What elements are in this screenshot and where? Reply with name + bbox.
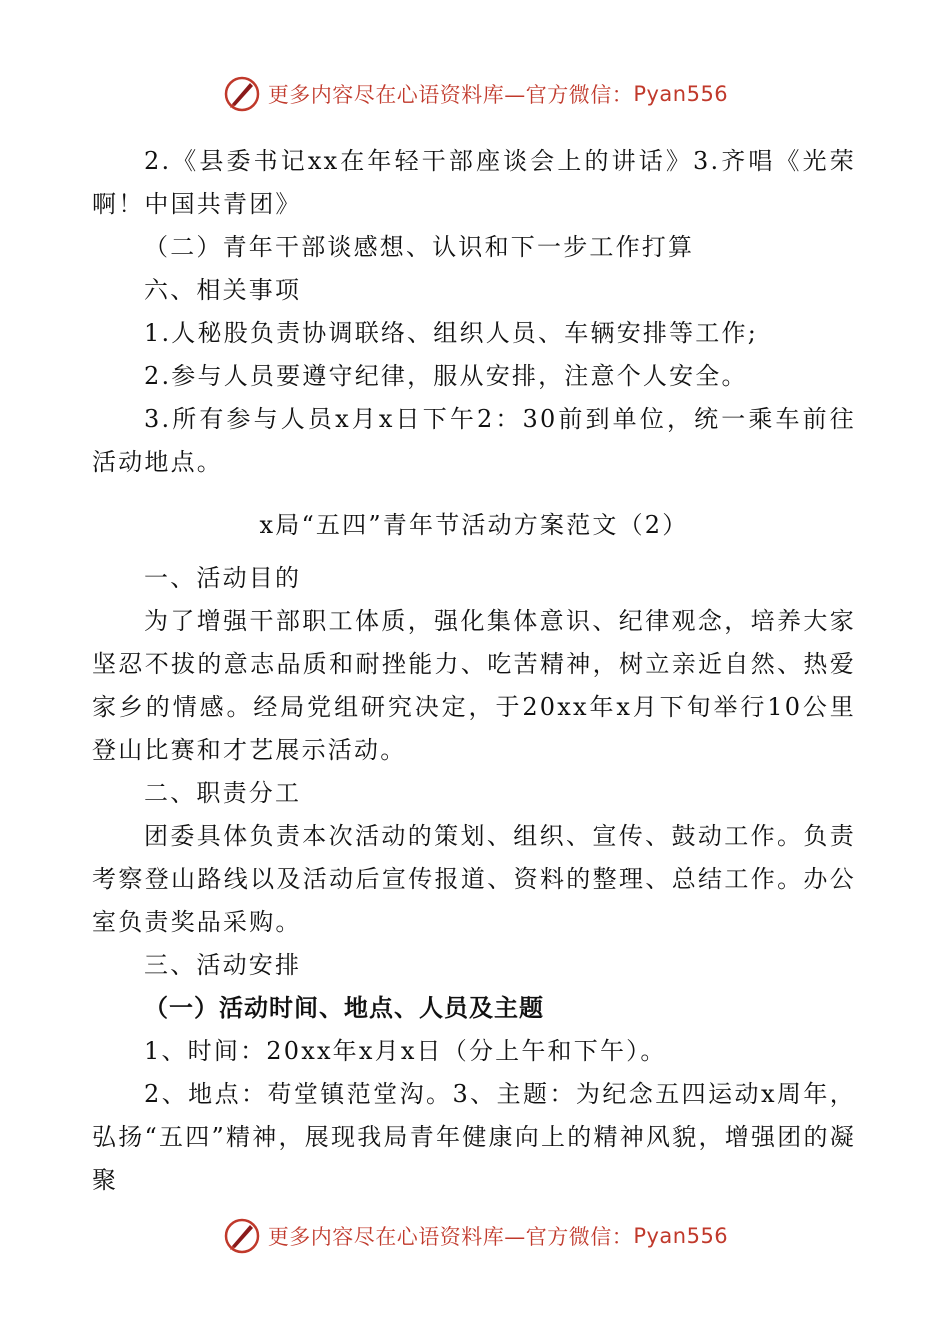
- paragraph: 为了增强干部职工体质，强化集体意识、纪律观念，培养大家坚忍不拔的意志品质和耐挫能力、吃苦精神，树立亲近自然、热爱家乡的情感。经局党组研究决定，于20xx年x月下旬举行10公里登山比赛和才艺展示活动。: [92, 607, 856, 764]
- pen-logo-icon: [222, 1216, 262, 1256]
- paragraph: 2.参与人员要遵守纪律，服从安排，注意个人安全。: [144, 362, 748, 390]
- paragraph: （二）青年干部谈感想、认识和下一步工作打算: [144, 233, 695, 261]
- paragraph: 2、地点：苟堂镇范堂沟。3、主题：为纪念五四运动x周年，弘扬“五四”精神，展现我局青年健康向上的精神风貌，增强团的凝聚: [92, 1080, 856, 1194]
- footer-banner: [0, 1212, 950, 1260]
- paragraph: 六、相关事项: [144, 276, 302, 304]
- header-banner: [0, 70, 950, 118]
- heading: 二、职责分工: [144, 779, 302, 807]
- banner-wechat-id: Pyan556: [633, 1224, 729, 1248]
- banner-wechat-id: Pyan556: [633, 82, 729, 106]
- paragraph: 团委具体负责本次活动的策划、组织、宣传、鼓动工作。负责考察登山路线以及活动后宣传报道、资料的整理、总结工作。办公室负责奖品采购。: [92, 822, 856, 936]
- pen-logo-icon: [222, 74, 262, 114]
- subheading: （一）活动时间、地点、人员及主题: [144, 994, 544, 1022]
- section-title: x局“五四”青年节活动方案范文（2）: [259, 511, 689, 539]
- heading: 一、活动目的: [144, 564, 302, 592]
- paragraph: 1、时间：20xx年x月x日（分上午和下午）。: [144, 1037, 667, 1065]
- paragraph: 2.《县委书记xx在年轻干部座谈会上的讲话》3.齐唱《光荣啊！中国共青团》: [92, 147, 856, 218]
- heading: 三、活动安排: [144, 951, 302, 979]
- paragraph: 1.人秘股负责协调联络、组织人员、车辆安排等工作;: [144, 319, 758, 347]
- paragraph: 3.所有参与人员x月x日下午2：30前到单位，统一乘车前往活动地点。: [92, 405, 856, 476]
- document-body: [92, 140, 856, 1202]
- banner-text: 更多内容尽在心语资料库—官方微信：: [267, 83, 634, 107]
- banner-text: 更多内容尽在心语资料库—官方微信：: [267, 1225, 634, 1249]
